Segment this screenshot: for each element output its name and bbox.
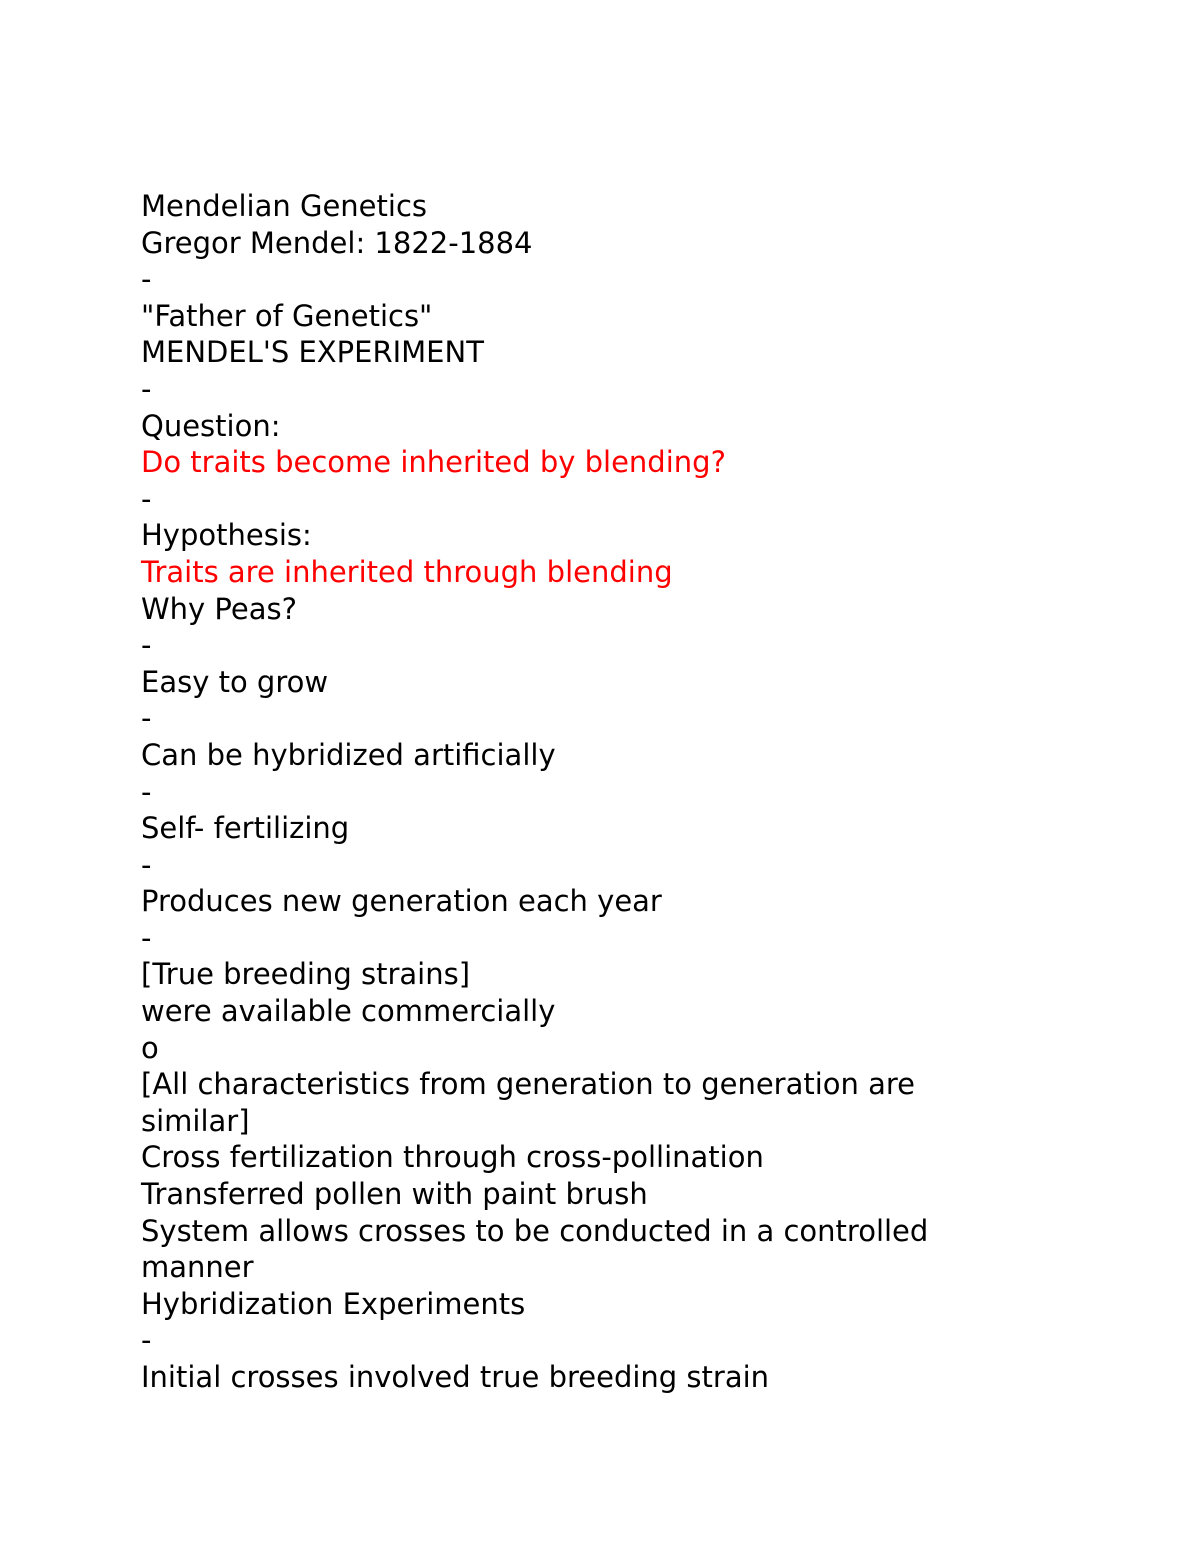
characteristics-similar: [All characteristics from generation to generation are similar] [141, 1067, 925, 1138]
dash-bullet: - [141, 371, 152, 406]
question-text: Do traits become inherited by blending? [141, 445, 726, 480]
mendel-dates: Gregor Mendel: 1822-1884 [141, 225, 533, 260]
document-title: Mendelian Genetics [141, 189, 427, 223]
hypothesis-label: Hypothesis: [141, 518, 312, 553]
controlled-crosses: System allows crosses to be conducted in a controlled manner [141, 1213, 938, 1285]
true-breeding-strains: [True breeding strains] [141, 957, 471, 992]
dash-bullet: - [141, 920, 152, 955]
reason-self-fertilizing: Self- fertilizing [141, 811, 350, 846]
dash-bullet: - [141, 481, 152, 516]
dash-bullet: - [141, 262, 152, 297]
hypothesis-text: Traits are inherited through blending [141, 554, 673, 589]
dash-bullet: - [141, 774, 152, 809]
experiment-heading: MENDEL'S EXPERIMENT [141, 335, 484, 370]
why-peas-heading: Why Peas? [141, 591, 298, 626]
hybridization-heading: Hybridization Experiments [141, 1286, 526, 1321]
dash-bullet: - [141, 847, 152, 882]
reason-new-generation: Produces new generation each year [141, 884, 662, 919]
available-commercially: were available commercially [141, 994, 556, 1029]
dash-bullet: - [141, 1323, 152, 1358]
father-of-genetics: "Father of Genetics" [141, 298, 433, 333]
initial-crosses: Initial crosses involved true breeding strain [141, 1360, 770, 1394]
reason-hybridized: Can be hybridized artificially [141, 737, 556, 772]
transferred-pollen: Transferred pollen with paint brush [141, 1177, 648, 1212]
cross-fertilization: Cross fertilization through cross-pollination [141, 1140, 764, 1175]
dash-bullet: - [141, 628, 152, 663]
reason-easy-to-grow: Easy to grow [141, 664, 329, 699]
sub-bullet: o [141, 1030, 159, 1065]
document-body [141, 188, 1011, 1396]
question-label: Question: [141, 408, 281, 443]
dash-bullet: - [141, 701, 152, 736]
